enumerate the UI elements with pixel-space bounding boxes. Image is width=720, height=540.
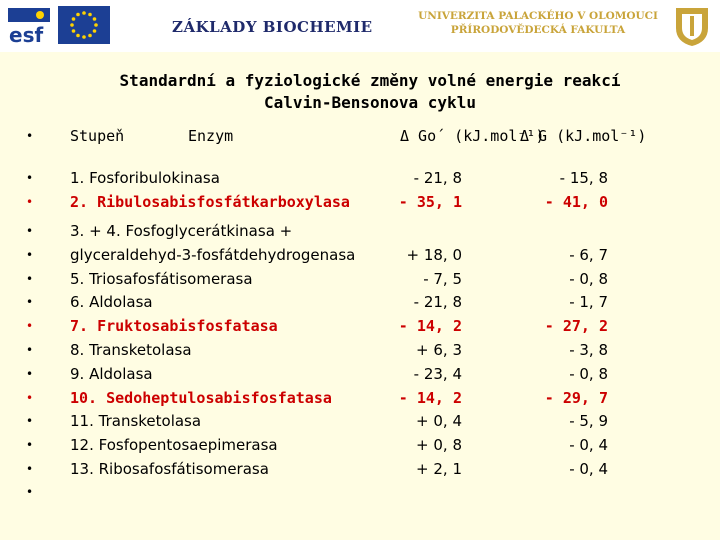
bullet: • (26, 462, 34, 476)
slide-title-line-2: Calvin-Bensonova cyklu (264, 93, 476, 112)
standard-dg-value: - 21, 8 (413, 293, 462, 311)
university-line-1: UNIVERZITA PALACKÉHO V OLOMOUCI (418, 10, 658, 22)
bullet: • (26, 248, 34, 262)
bullet: • (26, 414, 34, 428)
dg-value: - 29, 7 (544, 389, 608, 407)
enzyme-name: 6. Aldolasa (70, 293, 153, 311)
standard-dg-value: - 23, 4 (413, 365, 462, 383)
bullet: • (26, 272, 34, 286)
enzyme-name: 13. Ribosafosfátisomerasa (70, 460, 269, 478)
enzyme-name: 2. Ribulosabisfosfátkarboxylasa (70, 193, 350, 211)
table-row (0, 268, 720, 290)
bullet: • (26, 195, 34, 209)
table-header (0, 125, 720, 147)
table-row (0, 434, 720, 456)
table-row-empty (0, 481, 720, 503)
enzyme-name: 8. Transketolasa (70, 341, 192, 359)
table-row (0, 315, 720, 337)
enzyme-name: 11. Transketolasa (70, 412, 202, 430)
bullet: • (26, 343, 34, 357)
bullet: • (26, 391, 34, 405)
table-row (0, 191, 720, 213)
dg-value: - 0, 8 (569, 270, 608, 288)
col-header-standard-dg: Δ Go´ (kJ.mol⁻¹) (400, 127, 545, 145)
enzyme-name: 7. Fruktosabisfosfatasa (70, 317, 278, 335)
dg-value: - 0, 4 (569, 436, 608, 454)
dg-value: - 15, 8 (559, 169, 608, 187)
table-row (0, 363, 720, 385)
col-header-enzyme: Enzym (188, 127, 234, 145)
dg-value: - 3, 8 (569, 341, 608, 359)
university-name (412, 9, 664, 37)
table-row (0, 291, 720, 313)
slide-title (80, 70, 660, 114)
bullet: • (26, 485, 34, 499)
dg-value: - 5, 9 (569, 412, 608, 430)
table-row (0, 458, 720, 480)
standard-dg-value: - 21, 8 (413, 169, 462, 187)
slide-title-line-1: Standardní a fyziologické změny volné energie reakcí (119, 71, 621, 90)
svg-text:esf: esf (9, 23, 44, 46)
bullet: • (26, 224, 34, 238)
university-crest-logo (672, 4, 712, 48)
table-row (0, 387, 720, 409)
standard-dg-value: - 14, 2 (398, 317, 462, 335)
standard-dg-value: + 6, 3 (416, 341, 462, 359)
bullet: • (26, 171, 34, 185)
bullet: • (26, 295, 34, 309)
bullet: • (26, 367, 34, 381)
enzyme-name: 3. + 4. Fosfoglycerátkinasa + (70, 222, 293, 240)
standard-dg-value: + 2, 1 (416, 460, 462, 478)
dg-value: - 6, 7 (569, 246, 608, 264)
standard-dg-value: + 0, 4 (416, 412, 462, 430)
dg-value: - 41, 0 (544, 193, 608, 211)
enzyme-name: 1. Fosforibulokinasa (70, 169, 220, 187)
table-row (0, 167, 720, 189)
dg-value: - 0, 8 (569, 365, 608, 383)
enzyme-name: 5. Triosafosfátisomerasa (70, 270, 253, 288)
table-row (0, 339, 720, 361)
dg-value: - 27, 2 (544, 317, 608, 335)
standard-dg-value: - 35, 1 (398, 193, 462, 211)
bullet: • (26, 438, 34, 452)
table-row (0, 220, 720, 242)
header-bar (0, 0, 720, 52)
col-header-step: Stupeň (70, 127, 125, 145)
eu-flag-logo (58, 6, 110, 44)
standard-dg-value: + 0, 8 (416, 436, 462, 454)
standard-dg-value: + 18, 0 (406, 246, 462, 264)
university-line-2: PŘÍRODOVĚDECKÁ FAKULTA (450, 24, 626, 36)
dg-value: - 1, 7 (569, 293, 608, 311)
enzyme-name: 9. Aldolasa (70, 365, 153, 383)
standard-dg-value: - 7, 5 (423, 270, 462, 288)
bullet: • (26, 319, 34, 333)
standard-dg-value: - 14, 2 (398, 389, 462, 407)
enzyme-name: glyceraldehyd-3-fosfátdehydrogenasa (70, 246, 356, 264)
enzyme-name: 12. Fosfopentosaepimerasa (70, 436, 278, 454)
esf-logo (6, 6, 52, 46)
course-title: ZÁKLADY BIOCHEMIE (172, 18, 373, 36)
dg-value: - 0, 4 (569, 460, 608, 478)
table-row (0, 244, 720, 266)
col-header-dg: Δ G (kJ.mol⁻¹) (520, 127, 647, 145)
enzyme-name: 10. Sedoheptulosabisfosfatasa (70, 389, 332, 407)
bullet: • (26, 129, 34, 143)
table-row (0, 410, 720, 432)
